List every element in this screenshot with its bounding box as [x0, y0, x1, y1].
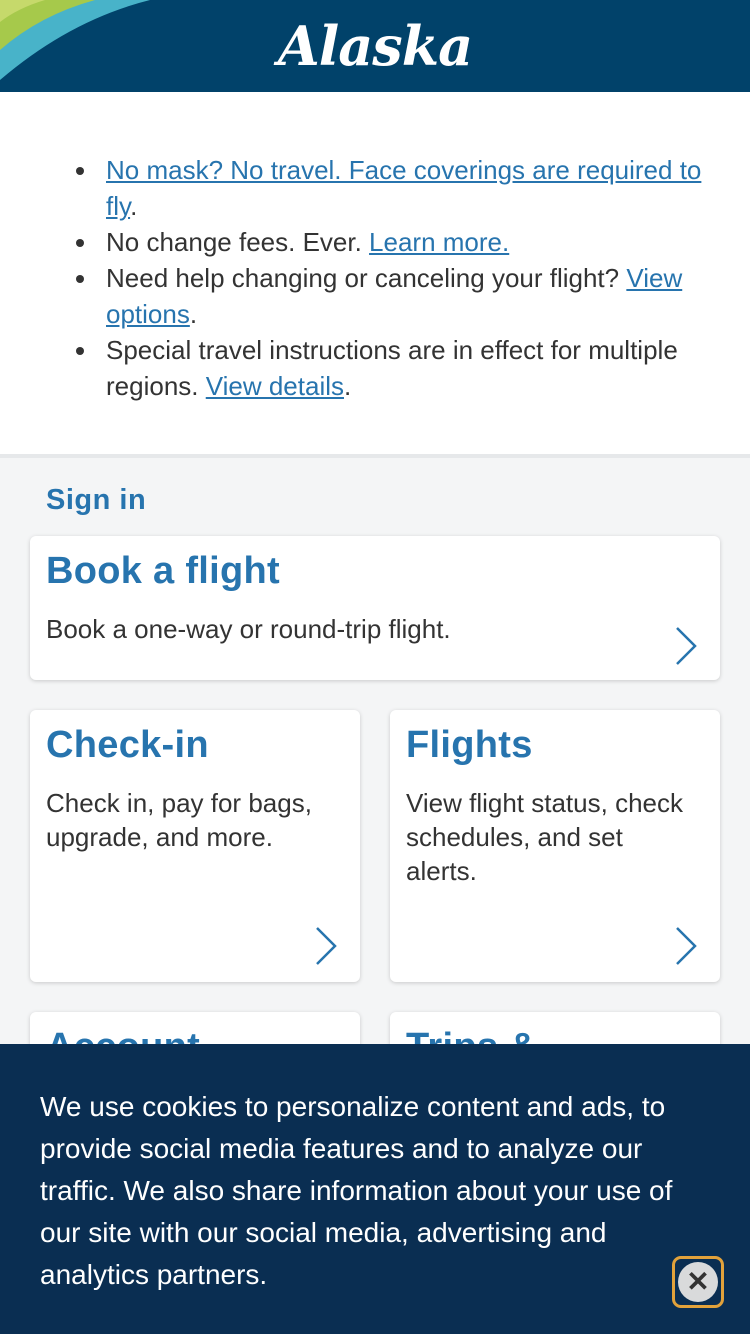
alerts-list — [106, 152, 706, 404]
card-description: Book a one-way or round-trip flight. — [46, 614, 451, 644]
mask-policy-link[interactable]: No mask? No travel. Face coverings are required to fly — [106, 155, 702, 221]
card-title: Book a flight — [46, 550, 280, 592]
travel-alerts — [0, 92, 750, 458]
card-description: View flight status, check schedules, and set alerts. — [406, 788, 683, 886]
card-description: Check in, pay for bags, upgrade, and more. — [46, 788, 312, 852]
alert-suffix: . — [344, 371, 352, 401]
alert-item — [106, 260, 706, 332]
close-icon: ✕ — [678, 1262, 718, 1302]
site-header — [0, 0, 750, 92]
alert-suffix: . — [189, 299, 198, 329]
learn-more-link[interactable]: Learn more. — [369, 227, 510, 257]
flights-card[interactable] — [390, 710, 720, 982]
cookie-message: We use cookies to personalize content and ads, to provide social media features and to analyze our traffic. We also share information about your use of our site with our social media, advertising and analytics partners. — [40, 1091, 673, 1290]
alaska-logo[interactable]: Alaska — [277, 14, 473, 78]
alert-item — [106, 224, 706, 260]
alert-text: Need help changing or canceling your flight? — [106, 263, 627, 293]
view-details-link[interactable]: View details — [205, 371, 344, 401]
check-in-card[interactable] — [30, 710, 360, 982]
book-flight-card[interactable] — [30, 536, 720, 680]
alert-suffix: . — [130, 191, 138, 221]
close-cookie-banner-button[interactable] — [672, 1256, 724, 1308]
card-title: Flights — [406, 724, 533, 766]
chevron-right-icon — [674, 926, 698, 966]
alert-item — [106, 332, 706, 404]
alert-item — [106, 152, 706, 224]
chevron-right-icon — [314, 926, 338, 966]
alert-text: No change fees. Ever. — [106, 227, 370, 257]
card-title: Check-in — [46, 724, 209, 766]
alert-text: Special travel instructions are in effect for multiple regions. — [106, 335, 678, 401]
sign-in-link[interactable]: Sign in — [46, 484, 147, 516]
chevron-right-icon — [674, 626, 698, 666]
cookie-banner — [0, 1044, 750, 1334]
view-options-link[interactable]: View options — [106, 263, 683, 329]
